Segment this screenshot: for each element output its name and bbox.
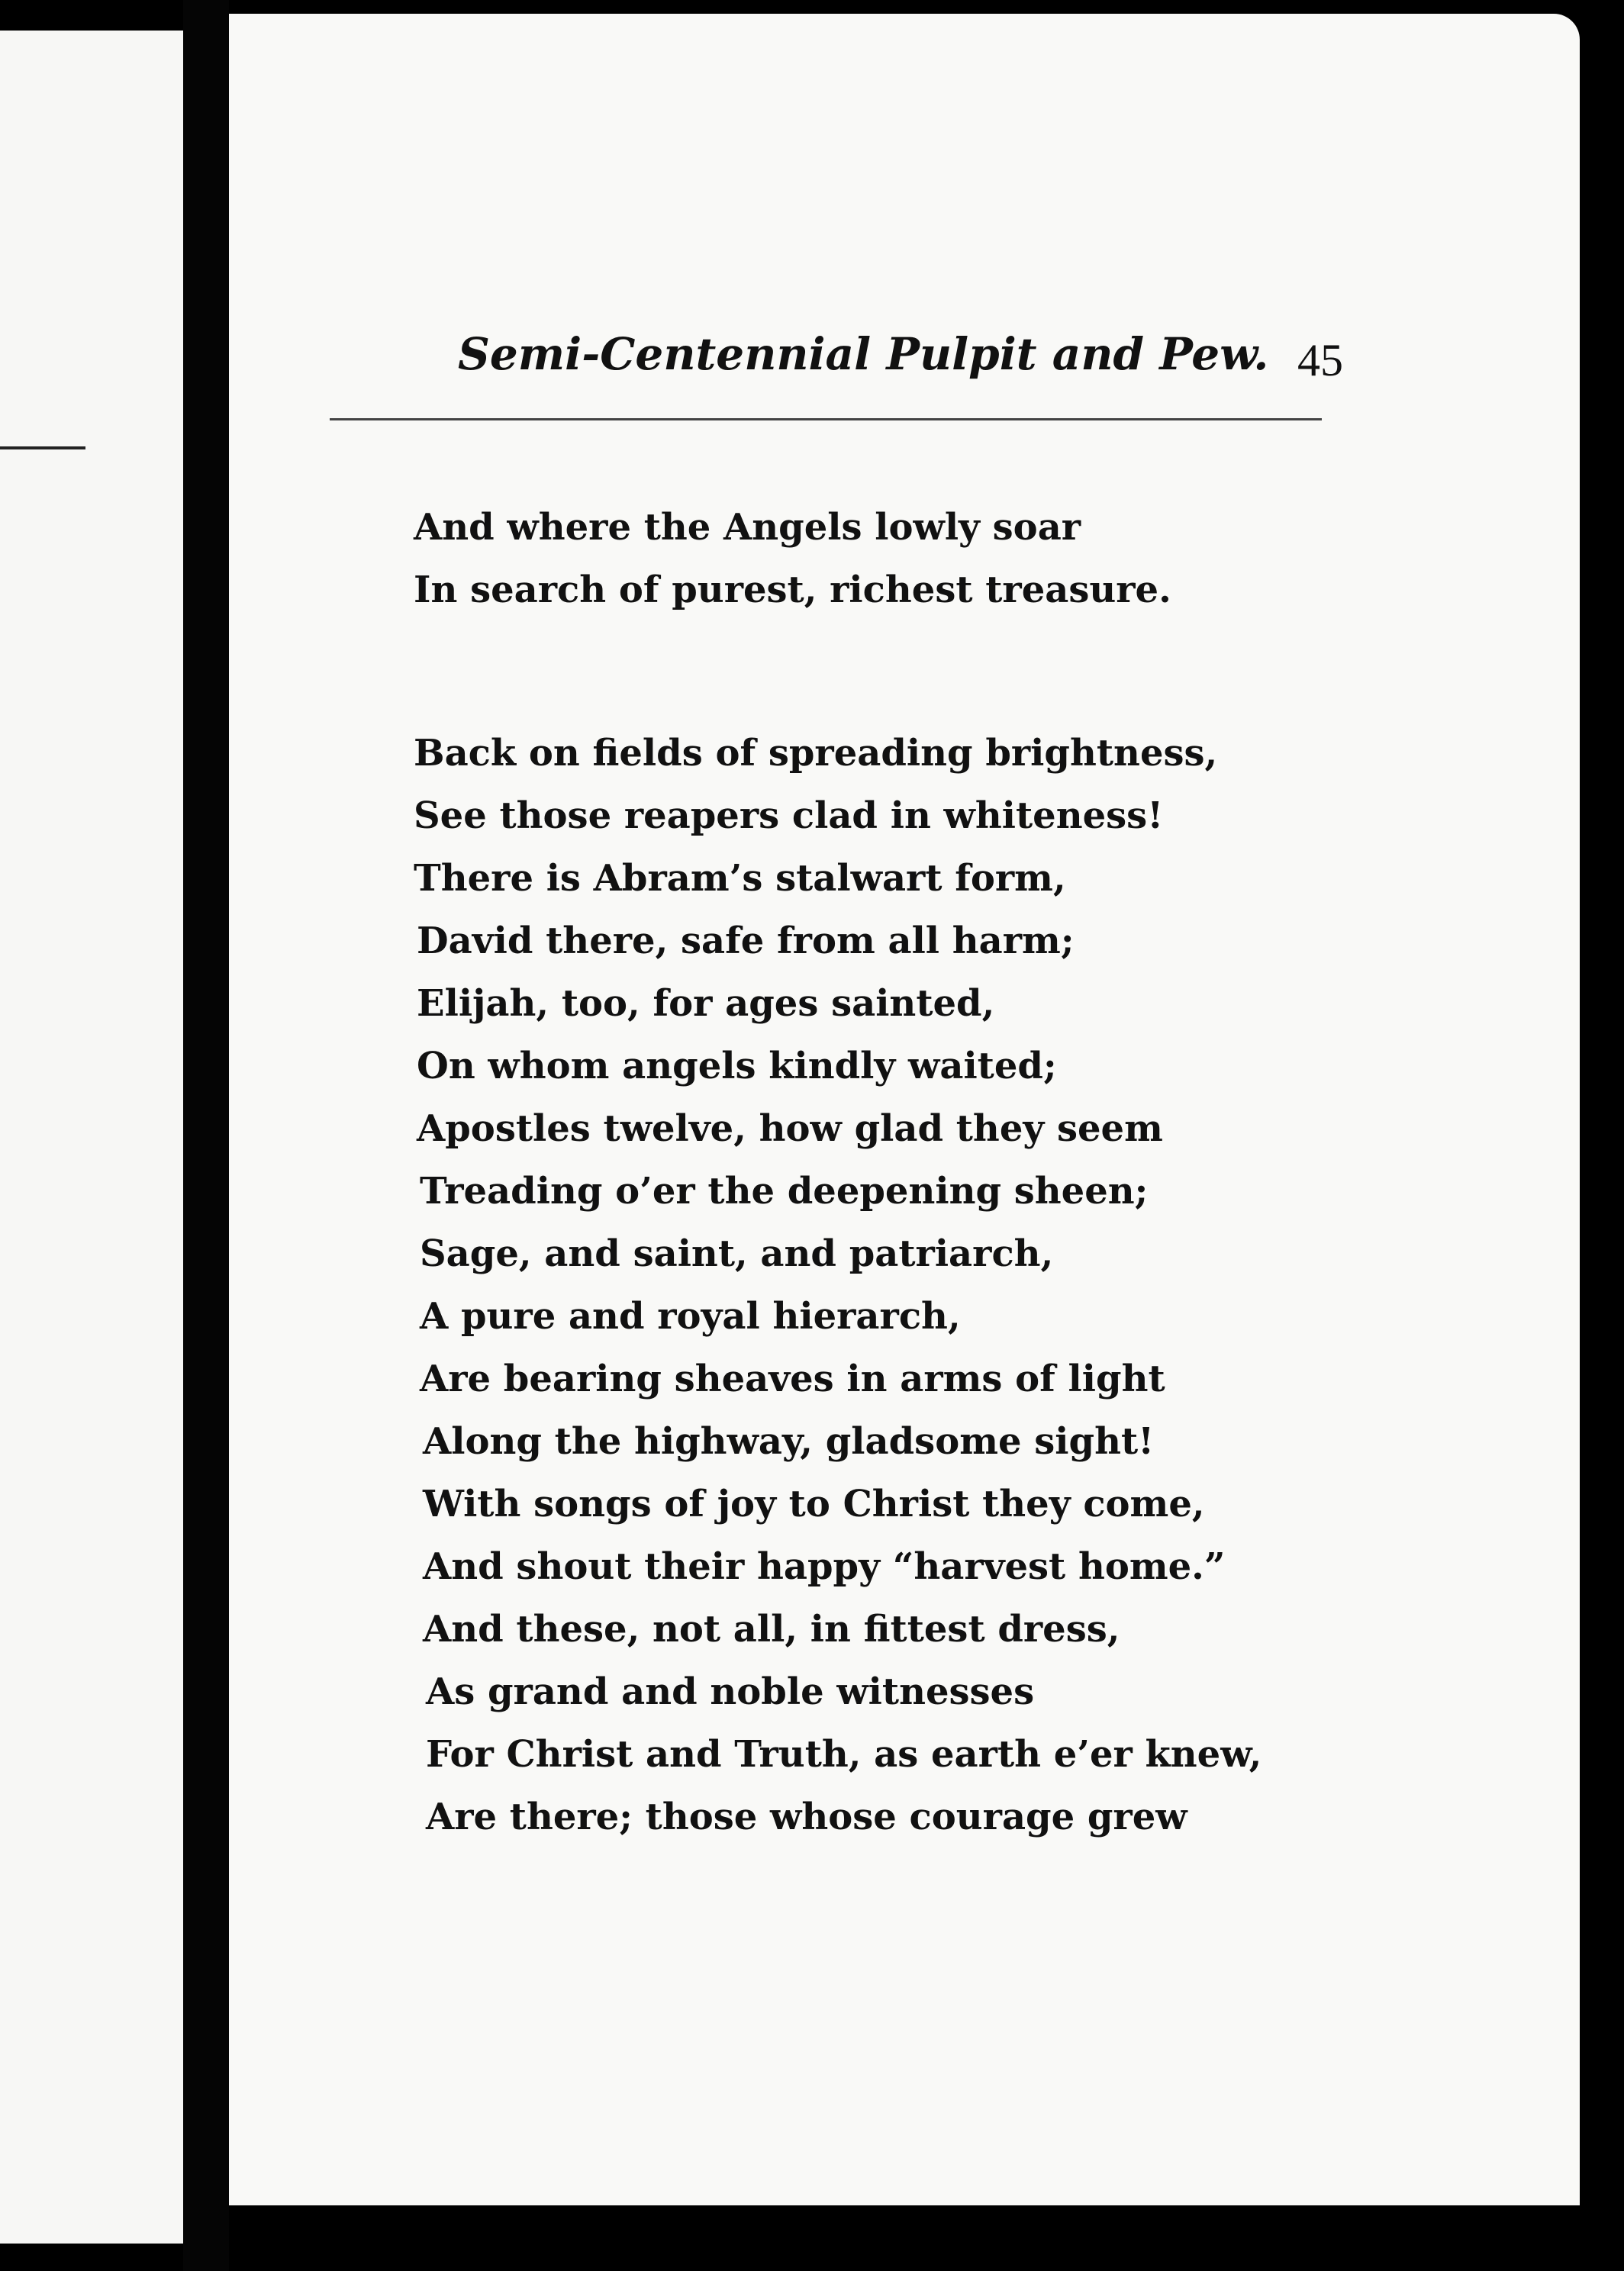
poem-line: And shout their happy “harvest home.” — [423, 1545, 1226, 1588]
poem-line: And these, not all, in fittest dress, — [423, 1608, 1120, 1651]
book-gutter — [183, 0, 229, 2271]
poem-line: Are bearing sheaves in arms of light — [420, 1358, 1165, 1400]
header-rule — [330, 418, 1322, 420]
poem-line: A pure and royal hierarch, — [420, 1295, 961, 1338]
stanza — [414, 496, 1406, 621]
poem-body — [414, 496, 1406, 1848]
poem-line: Apostles twelve, how glad they seem — [417, 1107, 1163, 1150]
poem-line: See those reapers clad in whiteness! — [414, 794, 1164, 837]
poem-line: And where the Angels lowly soar — [414, 506, 1081, 549]
running-title: Semi-Centennial Pulpit and Pew. — [458, 328, 1269, 380]
page-edge-shadow — [1580, 0, 1624, 2271]
poem-line: In search of purest, richest treasure. — [414, 569, 1171, 611]
poem-line: There is Abram’s stalwart form, — [414, 857, 1066, 900]
poem-line: Back on fields of spreading brightness, — [414, 732, 1218, 775]
poem-line: David there, safe from all harm; — [417, 920, 1075, 962]
previous-page-edge — [0, 31, 183, 2244]
poem-line: Are there; those whose courage grew — [426, 1796, 1187, 1838]
poem-line: With songs of joy to Christ they come, — [423, 1483, 1205, 1525]
page-number: 45 — [1297, 335, 1343, 385]
stanza — [414, 722, 1406, 1848]
poem-line: Along the highway, gladsome sight! — [423, 1420, 1155, 1463]
poem-line: On whom angels kindly waited; — [417, 1045, 1057, 1087]
running-head — [458, 321, 1351, 404]
poem-line: For Christ and Truth, as earth e’er knew, — [426, 1733, 1262, 1776]
poem-line: Sage, and saint, and patriarch, — [420, 1232, 1054, 1275]
poem-line: Treading o’er the deepening sheen; — [420, 1170, 1149, 1213]
poem-line: As grand and noble witnesses — [426, 1670, 1035, 1713]
previous-page-rule — [0, 446, 85, 449]
poem-line: Elijah, too, for ages sainted, — [417, 982, 995, 1025]
